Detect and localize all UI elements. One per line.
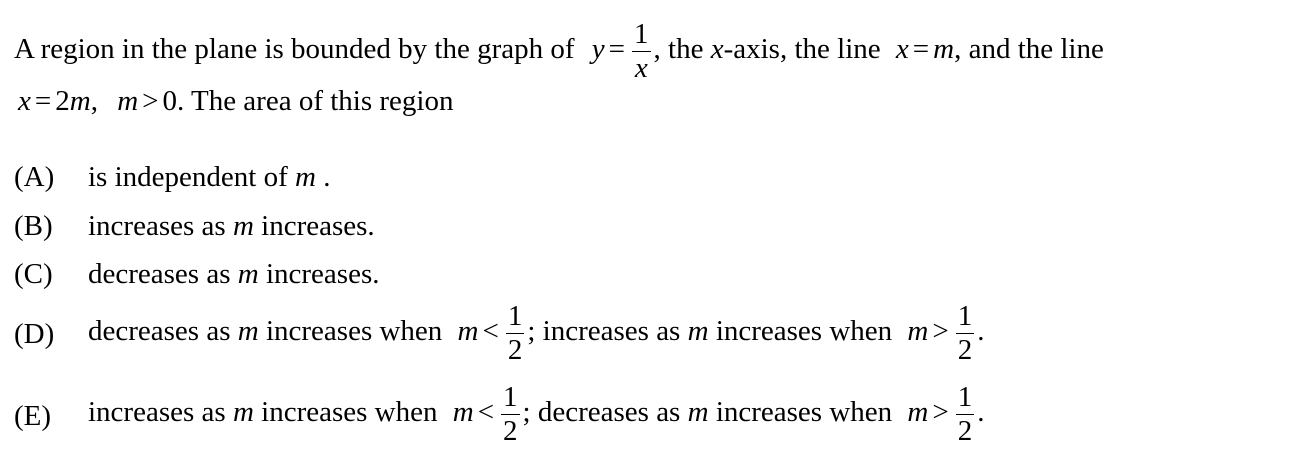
choice-d-phrase-4: increases when xyxy=(715,315,893,348)
choice-e-less-than: < xyxy=(477,396,495,429)
choice-c-var-m: m xyxy=(237,258,259,290)
choice-d-greater-than: > xyxy=(932,315,949,348)
fraction-numerator: 1 xyxy=(957,381,973,413)
choice-d-var-m-1: m xyxy=(237,315,259,348)
fraction-denominator: x xyxy=(634,52,648,84)
equals-sign-2: = xyxy=(912,33,930,66)
choice-d-text xyxy=(88,302,984,365)
choice-e-var-m-4: m xyxy=(907,396,929,429)
var-m: m xyxy=(933,33,955,66)
question-stem-line-2 xyxy=(18,87,453,116)
fraction-numerator: 1 xyxy=(634,18,649,50)
choice-e-var-m-1: m xyxy=(232,396,254,429)
zero: 0 xyxy=(162,85,177,117)
choice-b-phrase: increases as xyxy=(88,210,226,242)
var-x-axis: x xyxy=(710,33,724,66)
choice-c-phrase: decreases as xyxy=(88,258,231,290)
choice-d-var-m-2: m xyxy=(457,315,479,348)
fraction-numerator: 1 xyxy=(507,300,523,332)
equals-sign-3: = xyxy=(34,85,52,117)
choice-a-phrase: is independent of xyxy=(88,161,288,193)
comma: , xyxy=(90,85,98,117)
choice-e-var-m-2: m xyxy=(452,396,474,429)
choice-c-label: (C) xyxy=(14,258,53,290)
choice-d-fraction-half-2 xyxy=(956,302,975,365)
choice-e-phrase-3: ; decreases as xyxy=(522,396,681,429)
fraction-denominator: 2 xyxy=(957,334,973,366)
var-x-2: x xyxy=(18,85,31,117)
fraction-numerator: 1 xyxy=(957,300,973,332)
var-y: y xyxy=(591,33,605,66)
var-m-2: m xyxy=(69,85,91,117)
choice-a-label: (A) xyxy=(14,161,55,193)
coef-two: 2 xyxy=(55,85,70,117)
choice-e-phrase-2: increases when xyxy=(261,396,438,429)
stem-text-2: , the xyxy=(653,33,704,66)
choice-d-phrase-2: increases when xyxy=(265,315,443,348)
choice-e-text xyxy=(88,383,984,446)
choice-a-end: . xyxy=(315,161,331,193)
fraction-denominator: 2 xyxy=(957,415,973,447)
choice-d-end: . xyxy=(977,315,985,348)
choice-d-var-m-4: m xyxy=(907,315,929,348)
choice-a-var-m: m xyxy=(294,161,316,193)
choice-d-var-m-3: m xyxy=(687,315,709,348)
choice-e-greater-than: > xyxy=(932,396,949,429)
choice-b-var-m: m xyxy=(232,210,254,242)
choice-d-phrase-1: decreases as xyxy=(88,315,231,348)
stem-text-5: . The area of this region xyxy=(177,85,454,117)
choice-b-label: (B) xyxy=(14,210,53,242)
stem-text-3: -axis, the line xyxy=(723,33,881,66)
greater-than: > xyxy=(142,85,159,117)
choice-a-text xyxy=(88,163,330,192)
choice-e-end: . xyxy=(977,396,985,429)
choice-c-text xyxy=(88,260,379,289)
var-x: x xyxy=(895,33,909,66)
fraction-denominator: 2 xyxy=(507,334,523,366)
fraction-one-over-x xyxy=(632,20,651,83)
equals-sign: = xyxy=(608,33,626,66)
choice-b-end: increases. xyxy=(261,210,375,242)
fraction-denominator: 2 xyxy=(503,415,518,447)
choice-d-less-than: < xyxy=(482,315,499,348)
choice-e-label: (E) xyxy=(14,400,52,432)
choice-e-fraction-half-1 xyxy=(501,383,520,446)
choice-e-phrase-4: increases when xyxy=(715,396,893,429)
choice-e-var-m-3: m xyxy=(687,396,709,429)
question-stem-line-1 xyxy=(14,20,1104,83)
choice-b-text xyxy=(88,212,375,241)
choice-c-end: increases. xyxy=(265,258,380,290)
choice-e-fraction-half-2 xyxy=(956,383,975,446)
choice-d-fraction-half-1 xyxy=(506,302,525,365)
stem-text-4: , and the line xyxy=(954,33,1104,66)
stem-text-1: A region in the plane is bounded by the graph of xyxy=(14,33,575,66)
choice-d-label: (D) xyxy=(14,318,55,350)
fraction-numerator: 1 xyxy=(503,381,518,413)
choice-e-phrase-1: increases as xyxy=(88,396,226,429)
choice-d-phrase-3: ; increases as xyxy=(527,315,681,348)
var-m-3: m xyxy=(117,85,139,117)
